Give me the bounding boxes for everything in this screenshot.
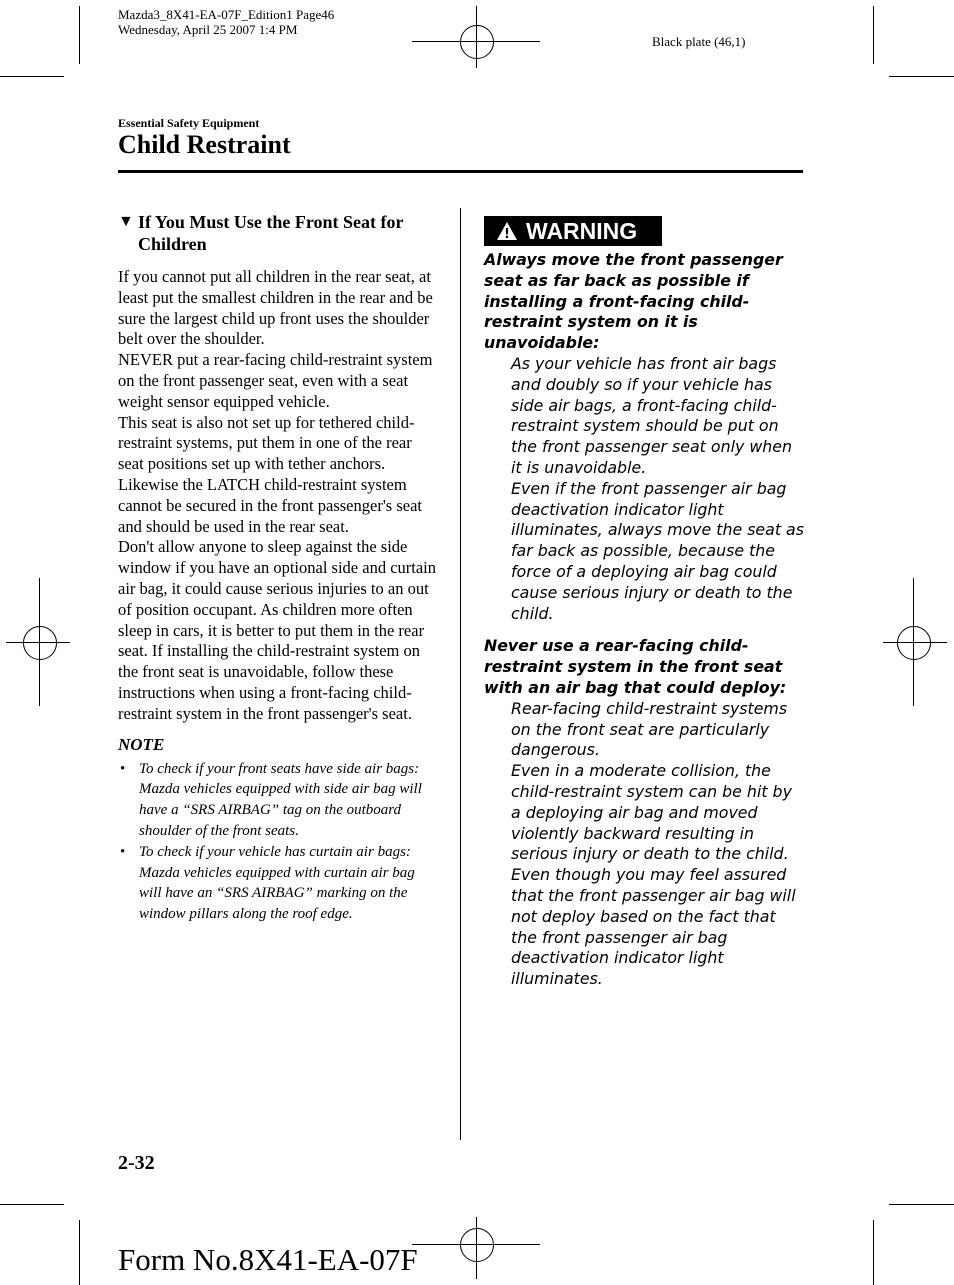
warning-box — [484, 216, 804, 990]
note-list — [118, 759, 436, 925]
warning-heading: Never use a rear-facing child-restraint system in the front seat with an air bag that could deploy: — [484, 636, 787, 697]
page-title: Child Restraint — [118, 130, 291, 159]
warning-heading: Always move the front passenger seat as far back as possible if installing a front-facing child-restraint system on it is unavoidable: — [484, 250, 783, 353]
bullet-icon: • — [120, 843, 126, 860]
note-lead: To check if your vehicle has curtain air bags: — [139, 843, 411, 860]
note-title: NOTE — [118, 734, 165, 754]
warning-paragraph: Rear-facing child-restraint systems on the front seat are particularly dangerous. — [511, 698, 788, 760]
title-rule — [118, 170, 803, 173]
warning-label: WARNING — [526, 217, 638, 244]
body-text — [118, 267, 436, 725]
note-lead: To check if your front seats have side air bags: — [139, 760, 420, 777]
plate-label: Black plate (46,1) — [652, 34, 746, 49]
paragraph: Likewise the LATCH child-restraint system cannot be secured in the front passenger's seat and should be used in the rear seat. — [118, 474, 422, 536]
paragraph: This seat is also not set up for tethered child-restraint systems, put them in one of the rear seat positions set up with tether anchors. — [118, 412, 415, 474]
subheading — [118, 211, 436, 255]
warning-paragraph: Even in a moderate collision, the child-restraint system can be hit by a deploying air bag and moved violently backward resulting in serious injury or death to the child. — [511, 761, 792, 864]
left-column — [118, 211, 436, 925]
note-item — [118, 759, 436, 842]
paragraph: If you cannot put all children in the rear seat, at least put the smallest children in the rear and be sure the largest child up front uses the shoulder belt over the shoulder. — [118, 267, 433, 349]
paragraph: Don't allow anyone to sleep against the side window if you have an optional side and curtain air bag, it could cause serious injuries to an out of position occupant. As children more often sleep in cars, it is better to put them in the rear seat. If installing the child-restraint system on the front seat is unavoidable, follow these instructions when using a front-facing child-restraint system in the front passenger's seat. — [118, 537, 437, 723]
warning-badge — [484, 216, 662, 246]
note-detail: Mazda vehicles equipped with curtain air bag will have an “SRS AIRBAG” marking on the window pillars along the roof edge. — [139, 864, 415, 923]
bullet-icon: • — [120, 760, 126, 777]
paragraph: NEVER put a rear-facing child-restraint system on the front passenger seat, even with a seat weight sensor equipped vehicle. — [118, 350, 433, 411]
section-label: Essential Safety Equipment — [118, 116, 260, 130]
subheading-text: If You Must Use the Front Seat for Children — [138, 212, 404, 254]
print-meta-line: Mazda3_8X41-EA-07F_Edition1 Page46 — [118, 7, 335, 22]
warning-triangle-icon — [496, 221, 518, 241]
form-number: Form No.8X41-EA-07F — [118, 1242, 418, 1277]
warning-paragraph: As your vehicle has front air bags and doubly so if your vehicle has side air bags, a front-facing child-restraint system should be put on the front passenger seat only when it is unavoidable. — [511, 353, 792, 477]
print-meta-line: Wednesday, April 25 2007 1:4 PM — [118, 22, 298, 37]
warning-paragraph: Even though you may feel assured that the front passenger air bag will not deploy based on the fact that the front passenger air bag deactivation indicator light illuminates. — [511, 865, 796, 989]
warning-exclamation: ! — [504, 227, 510, 241]
column-divider — [460, 208, 461, 1140]
page-number: 2-32 — [118, 1152, 155, 1174]
triangle-down-icon: ▼ — [118, 213, 134, 230]
note-item — [118, 842, 436, 925]
warning-paragraph: Even if the front passenger air bag deactivation indicator light illuminates, always move the seat as far back as possible, because the force of a deploying air bag could cause serious injury or death to the child. — [511, 478, 804, 623]
print-metadata — [118, 7, 334, 37]
note-detail: Mazda vehicles equipped with side air bag will have a “SRS AIRBAG” tag on the outboard shoulder of the front seats. — [139, 781, 422, 839]
